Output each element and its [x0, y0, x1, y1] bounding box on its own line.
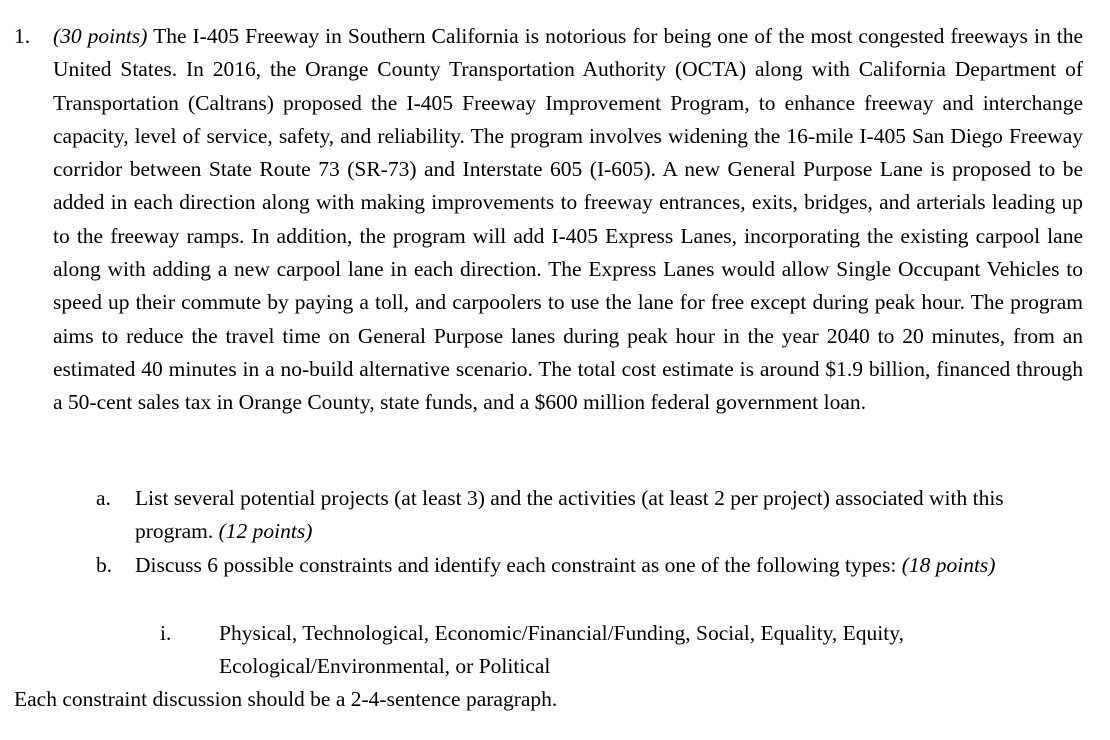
question-body: The I-405 Freeway in Southern California is notorious for being one of the most congested freeways in the United States. In 2016, the Orange County Transportation Authority (OCTA) along with California Department of Transportation (Caltrans) proposed the I-405 Freeway Improvement Program, to enhance freeway and interchange capacity, level of service, safety, and reliability. The program involves widening the 16-mile I-405 San Diego Freeway corridor between State Route 73 (SR-73) and Interstate 605 (I-605). A new General Purpose Lane is proposed to be added in each direction along with making improvements to freeway entrances, exits, bridges, and arterials leading up to the freeway ramps. In addition, the program will add I-405 Express Lanes, incorporating the existing carpool lane along with adding a new carpool lane in each direction. The Express Lanes would allow Single Occupant Vehicles to speed up their commute by paying a toll, and carpoolers to use the lane for free except during peak hour. The program aims to reduce the travel time on General Purpose lanes during peak hour in the year 2040 to 20 minutes, from an estimated 40 minutes in a no-build alternative scenario. The total cost estimate is around $1.9 billion, financed through a 50-cent sales tax in Orange County, state funds, and a $600 million federal government loan. — [53, 24, 1083, 415]
sub-item-i-text: Physical, Technological, Economic/Financial/Funding, Social, Equality, Equity, Ecological/Environmental, or Political — [219, 621, 904, 678]
part-a-item — [135, 482, 1085, 548]
part-a-marker: a. — [96, 486, 111, 510]
footer-note: Each constraint discussion should be a 2-4-sentence paragraph. — [14, 687, 558, 711]
sub-item-i-marker: i. — [160, 621, 172, 645]
question-number: 1. — [14, 24, 31, 48]
part-b-points: (18 points) — [901, 553, 996, 577]
question-paragraph — [53, 20, 1083, 420]
part-a-text: List several potential projects (at least 3) and the activities (at least 2 per project) associated with this program. — [135, 486, 1004, 543]
part-a-points: (12 points) — [218, 519, 313, 543]
part-b-item — [135, 549, 1085, 582]
part-b-marker: b. — [96, 553, 113, 577]
part-b-text: Discuss 6 possible constraints and identify each constraint as one of the following types: — [135, 553, 897, 577]
question-points: (30 points) — [53, 24, 148, 48]
